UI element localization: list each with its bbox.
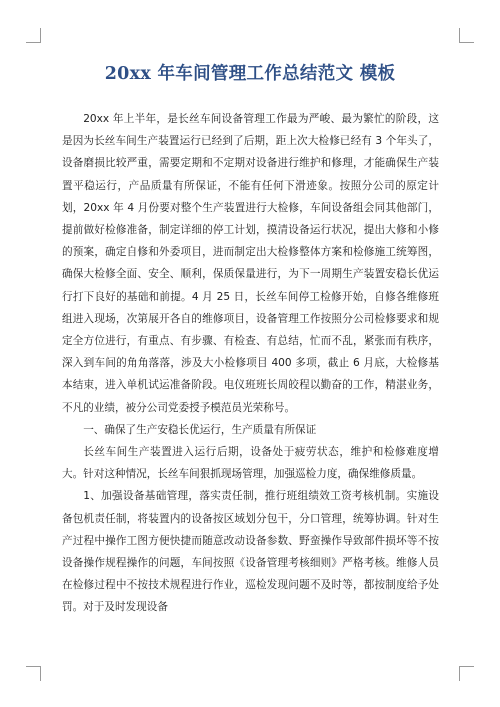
crop-mark-bottom-right — [459, 666, 474, 681]
paragraph-section-1: 长丝车间生产装置进入运行后期，设备处于疲劳状态，维护和检修难度增大。针对这种情况，长丝车间狠抓现场管理，加强巡检力度，确保维修质量。 — [62, 446, 439, 481]
paragraph-item-1: 1、加强设备基础管理，落实责任制，推行班组绩效工资考核机制。实施设备包机责任制，将装置内的设备按区域划分包干，分口管理，统筹协调。针对生产过程中操作工图方便快捷而随意改动设备参数、野蛮操作导致部件损坏等不按设备操作规程操作的问题，车间按照《设备管理考核细则》严格考核。维修人员在检修过程中不按技术规程进行作业，巡检发现问题不及时等，都按制度给予处罚。对于及时发现设备 — [62, 490, 439, 614]
document-body — [62, 108, 439, 619]
section-heading-1: 一、确保了生产安稳长优运行，生产质量有所保证 — [83, 423, 317, 436]
crop-mark-top-left — [26, 28, 41, 43]
paragraph-intro: 20xx 年上半年，是长丝车间设备管理工作最为严峻、最为繁忙的阶段，这是因为长丝车间生产装置运行已经到了后期，距上次大检修已经有 3 个年头了，设备磨损比较严重，需要定期和不定期对设备进行维护和修理，才能确保生产装置平稳运行，产品质量有所保证，不能有任何下滑迹象。按照分公司的原定计划，20xx 年 4 月份要对整个生产装置进行大检修，车间设备组会同其他部门，提前做好检修准备，制定详细的停工计划，摸清设备运行状况，提出大修和小修的预案，确定自修和外委项目，进而制定出大检修整体方案和检修施工统筹图，确保大检修全面、安全、顺利，保质保量进行，为下一周期生产装置安稳长优运行打下良好的基础和前提。4 月 25 日，长丝车间停工检修开始，自修各维修班组进入现场，次第展开各自的维修项目，设备管理工作按照分公司检修要求和规定全方位进行，有重点、有步骤、有检查、有总结，忙而不乱，紧张而有秩序，深入到车间的角角落落，涉及大小检修项目 400 多项，截止 6 月底，大检修基本结束，进入单机试运准备阶段。电仪班班长周皎程以勤奋的工作，精湛业务，不凡的业绩，被分公司党委授予模范员光荣称号。 — [62, 113, 439, 414]
document-title: 20xx 年车间管理工作总结范文 模板 — [104, 64, 396, 84]
crop-mark-bottom-left — [26, 666, 41, 681]
crop-mark-top-right — [459, 28, 474, 43]
